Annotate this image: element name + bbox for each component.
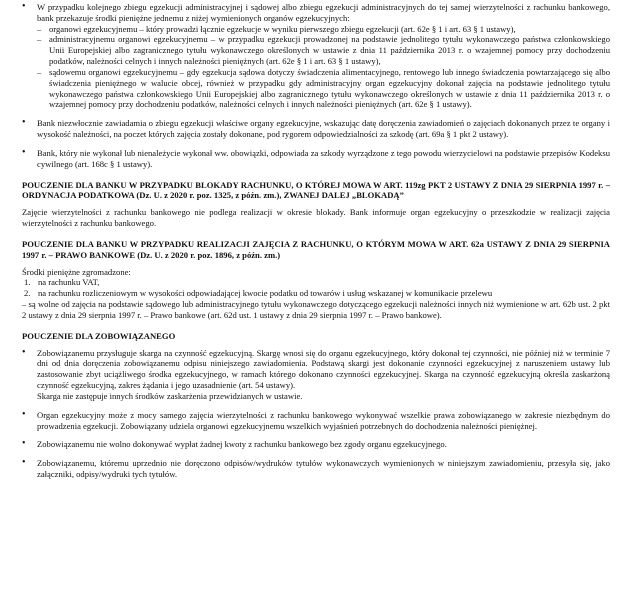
sub-item-dash: –	[37, 23, 42, 34]
realizacja-heading: POUCZENIE DLA BANKU W PRZYPADKU REALIZACJI ZAJĘCIA Z RACHUNKU, O KTÓRYM MOWA W ART. 62a USTAWY Z DNIA 29 SIERPNIA 1997 r. – PRAWO BANKOWE (Dz. U. z 2020 r. poz. 1896, z późn. zm.)	[22, 238, 610, 260]
realizacja-closing-dash: –	[22, 299, 27, 310]
blokada-text: Zajęcie wierzytelności z rachunku bankowego nie podlega realizacji w okresie blokady. Bank informuje organ egzekucyjny o przeszkodzie w realizacji zajęcia wierzytelności z rachunku bankowego.	[22, 207, 610, 229]
numbered-item-number: 2.	[24, 288, 31, 299]
numbered-item-text: na rachunku rozliczeniowym w wysokości odpowiadającej kwocie podatku od towarów i usług wskazanej w komunikacie przelewu	[38, 288, 493, 299]
sub-item-text: organowi egzekucyjnemu – który prowadzi łącznie egzekucje w wyniku pierwszego zbiegu egzekucji (art. 62e § 1 i art. 63 § 1 ustawy),	[49, 23, 516, 34]
sub-item-1	[37, 24, 610, 35]
sub-item-text: sądowemu organowi egzekucyjnemu – gdy egzekucja sądowa dotyczy świadczenia alimentacyjnego, rentowego lub innego świadczenia powtarzającego się albo świadczenia pieniężnego w walucie obcej, również w przypadku gdy administracyjny organ egzekucyjny dokonał zajęcia na podstawie jednolitego tytułu wykonawczego państwa członkowskiego Unii Europejskiej albo zagranicznego tytułu wykonawczego określonych w ustawie z dnia 11 października 2013 r. o wzajemnej pomocy przy dochodzeniu podatków, należności celnych i innych należności pieniężnych (art. 62e § 1 ustawy).	[49, 66, 610, 110]
sub-item-2	[37, 34, 610, 66]
intro-bullet-text: W przypadku kolejnego zbiegu egzekucji administracyjnej i sądowej albo zbiegu egzekucji administracyjnych do tej samej wierzytelności z rachunku bankowego, bank przekazuje środki pieniężne jednemu z niżej wymienionych organów egzekucyjnych:	[37, 2, 610, 23]
zobowiazany-bullet-3: • Zobowiązanemu nie wolno dokonywać wypłat żadnej kwoty z rachunku bankowego bez zgody organu egzekucyjnego.	[24, 439, 610, 450]
zobowiazany-bullet-text: Zobowiązanemu przysługuje skarga na czynność egzekucyjną. Skargę wnosi się do organu egzekucyjnego, który dokonał tej czynności, nie później niż w terminie 7 dni od dnia doręczenia zobowiązanemu odpisu niniejszego zawiadomienia. Podstawą skargi jest dokonanie czynności egzekucyjnej z naruszeniem ustawy lub zastosowanie zbyt uciążliwego środka egzekucyjnego, w ramach którego dokonano czynności egzekucyjnej. Skarga na czynność egzekucyjną określa zaskarżoną czynność egzekucyjną, zakres żądania i jego uzasadnienie (art. 54 ustawy).	[37, 347, 610, 391]
zobowiazany-heading: POUCZENIE DLA ZOBOWIĄZANEGO	[22, 330, 176, 341]
realizacja-closing-text: są wolne od zajęcia na podstawie sądowego lub administracyjnego tytułu wykonawczego dotyczącego egzekucji należności innych niż wymienione w art. 62b ust. 2 pkt 2 ustawy z dnia 29 sierpnia 1997 r. – Prawo bankowe (art. 62d ust. 1 ustawy z dnia 29 sierpnia 1997 r. – Prawo bankowe).	[22, 299, 610, 320]
bank-liability-bullet: • Bank, który nie wykonał lub nienależycie wykonał ww. obowiązki, odpowiada za szkody wyrządzone z tego powodu wierzycielowi na podstawie przepisów Kodeksu cywilnego (art. 168c § 1 ustawy).	[24, 148, 610, 170]
numbered-item-text: na rachunku VAT,	[38, 277, 100, 288]
zobowiazany-bullet-1	[24, 348, 610, 402]
intro-bullet	[24, 2, 610, 110]
realizacja-closing	[22, 299, 610, 321]
numbered-item-2	[24, 288, 610, 299]
zobowiazany-bullet-extra: Skarga nie zastępuje innych środków zaskarżenia przewidzianych w ustawie.	[37, 390, 303, 401]
bank-notify-bullet: • Bank niezwłocznie zawiadamia o zbiegu egzekucji właściwe organy egzekucyjne, wskazując datę doręczenia zawiadomień o zajęciach dokonanych przez te organy i wysokość należności, na poczet których zajęcia zostały dokonane, pod rygorem odpowiedzialności za szkodę (art. 69a § 1 pkt 2 ustawy).	[24, 118, 610, 140]
sub-item-text: administracyjnemu organowi egzekucyjnemu – w przypadku egzekucji prowadzonej na podstawie jednolitego tytułu wykonawczego państwa członkowskiego Unii Europejskiej albo zagranicznego tytułu wykonawczego określonych w ustawie z dnia 11 października 2013 r. o wzajemnej pomocy przy dochodzeniu podatków, należności celnych i innych należności pieniężnych (art. 62e § 1 i art. 63 § 1 ustawy),	[49, 34, 610, 67]
numbered-item-number: 1.	[24, 277, 31, 288]
blokada-heading: POUCZENIE DLA BANKU W PRZYPADKU BLOKADY RACHUNKU, O KTÓREJ MOWA W ART. 119zg PKT 2 USTAWY Z DNIA 29 SIERPNIA 1997 r. – ORDYNACJA PODATKOWA (Dz. U. z 2020 r. poz. 1325, z późn. zm.), ZWANEJ DALEJ „BLOKADĄ”	[22, 179, 610, 201]
numbered-item-1	[24, 277, 610, 288]
sub-item-3	[37, 67, 610, 110]
realizacja-intro: Środki pieniężne zgromadzone:	[22, 266, 131, 277]
sub-item-dash: –	[37, 34, 42, 45]
zobowiazany-bullet-4: • Zobowiązanemu, któremu uprzednio nie doręczono odpisów/wydruków tytułów wykonawczych wymienionych w niniejszym zawiadomieniu, przesyła się, jako załączniki, odpisy/wydruki tych tytułów.	[24, 458, 610, 480]
zobowiazany-bullet-2: • Organ egzekucyjny może z mocy samego zajęcia wierzytelności z rachunku bankowego wykonywać wszelkie prawa zobowiązanego w zakresie niezbędnym do prowadzenia egzekucji. Zobowiązany udziela organowi egzekucyjnemu wszelkich wyjaśnień potrzebnych do dochodzenia należności pieniężnej.	[24, 410, 610, 432]
sub-item-dash: –	[37, 66, 42, 77]
